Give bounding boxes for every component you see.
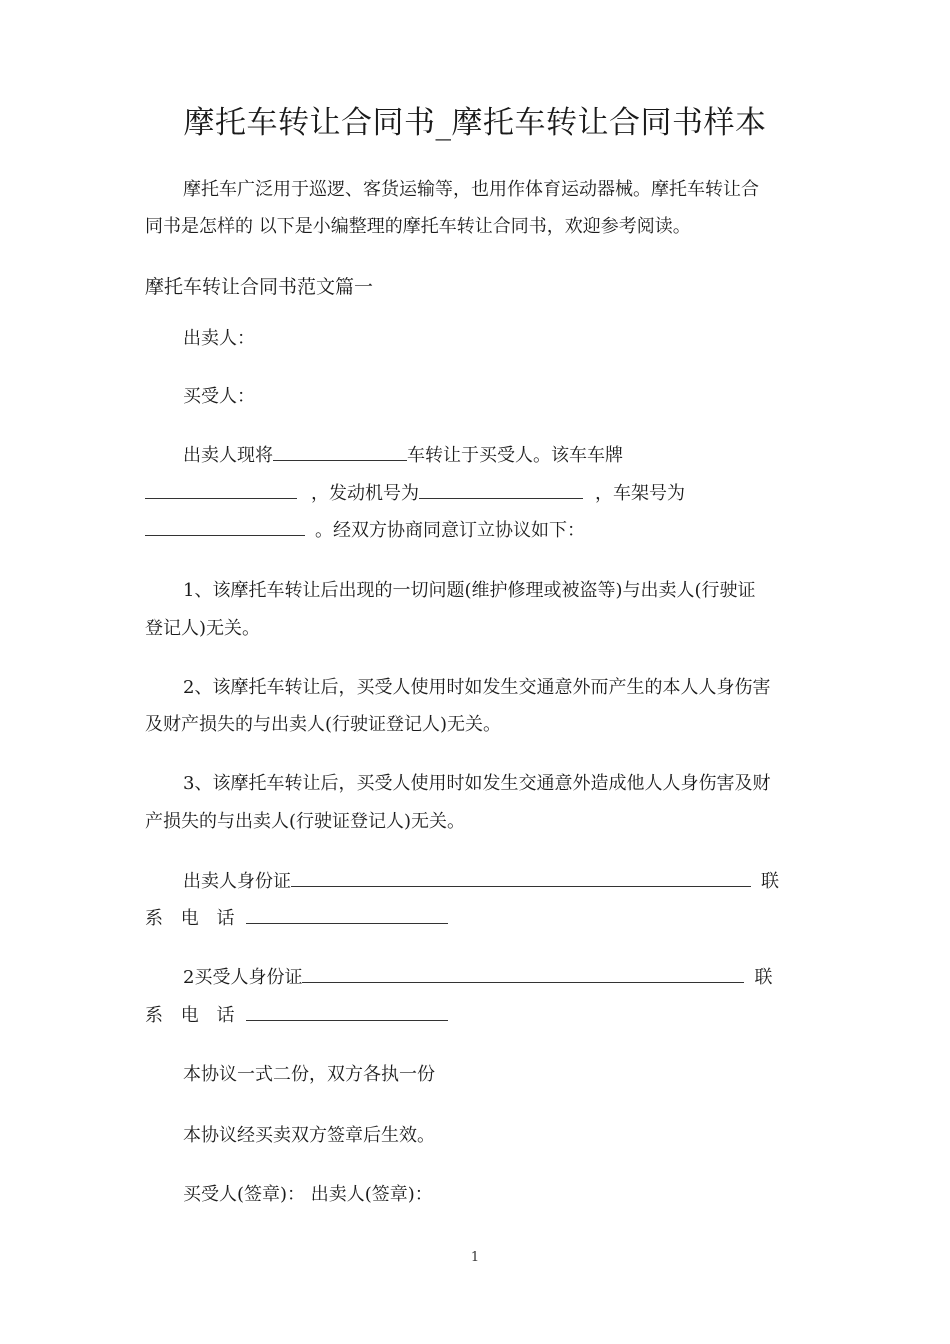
- engine-label: ，发动机号为: [311, 483, 419, 504]
- seller-contact-part2: 系 电 话: [145, 908, 241, 929]
- buyer-label: 买受人：: [183, 386, 255, 407]
- seller-id-blank: [291, 870, 751, 887]
- frame-blank: [145, 519, 305, 536]
- transfer-line: [183, 444, 623, 468]
- clause-2-line-2: 及财产损失的与出卖人(行驶证登记人)无关。: [145, 714, 502, 735]
- page-number: 1: [470, 1250, 480, 1265]
- seller-phone-blank: [246, 907, 448, 924]
- buyer-id-blank: [302, 966, 744, 983]
- copies-text: 本协议一式二份，双方各执一份: [183, 1064, 435, 1085]
- plate-blank: [145, 482, 297, 499]
- engine-line: [145, 482, 685, 506]
- seller-id-line: [183, 870, 779, 894]
- document-title: 摩托车转让合同书_摩托车转让合同书样本: [183, 105, 767, 141]
- signature-line: 买受人(签章)： 出卖人(签章)：: [183, 1184, 433, 1205]
- buyer-id-label: 2买受人身份证: [183, 967, 303, 988]
- section-heading: 摩托车转让合同书范文篇一: [145, 276, 374, 298]
- transfer-suffix: 车转让于买受人。该车车牌: [407, 445, 623, 466]
- effective-text: 本协议经买卖双方签章后生效。: [183, 1125, 435, 1146]
- seller-label: 出卖人：: [183, 328, 255, 349]
- seller-contact-part1: 联: [761, 871, 779, 892]
- seller-phone-line: [145, 907, 448, 931]
- clause-3-line-2: 产损失的与出卖人(行驶证登记人)无关。: [145, 811, 466, 832]
- buyer-contact-part1: 联: [754, 967, 773, 988]
- transfer-prefix: 出卖人现将: [183, 445, 273, 466]
- buyer-contact-part2: 系 电 话: [145, 1005, 241, 1026]
- clause-1-line-1: 1、该摩托车转让后出现的一切问题(维护修理或被盗等)与出卖人(行驶证: [183, 580, 756, 601]
- intro-line-2: 同书是怎样的 以下是小编整理的摩托车转让合同书，欢迎参考阅读。: [145, 216, 691, 237]
- frame-label: ，车架号为: [595, 483, 685, 504]
- intro-line-1: 摩托车广泛用于巡逻、客货运输等，也用作体育运动器械。摩托车转让合: [183, 179, 759, 200]
- agreement-line: [145, 519, 585, 543]
- clause-1-line-2: 登记人)无关。: [145, 618, 261, 639]
- engine-blank: [419, 482, 583, 499]
- buyer-phone-blank: [246, 1004, 448, 1021]
- vehicle-blank: [273, 444, 407, 461]
- seller-id-label: 出卖人身份证: [183, 871, 291, 892]
- buyer-id-line: [183, 966, 772, 990]
- clause-3-line-1: 3、该摩托车转让后，买受人使用时如发生交通意外造成他人人身伤害及财: [183, 773, 771, 794]
- clause-2-line-1: 2、该摩托车转让后，买受人使用时如发生交通意外而产生的本人人身伤害: [183, 677, 771, 698]
- buyer-phone-line: [145, 1004, 448, 1028]
- agreement-text: 。经双方协商同意订立协议如下：: [315, 520, 585, 541]
